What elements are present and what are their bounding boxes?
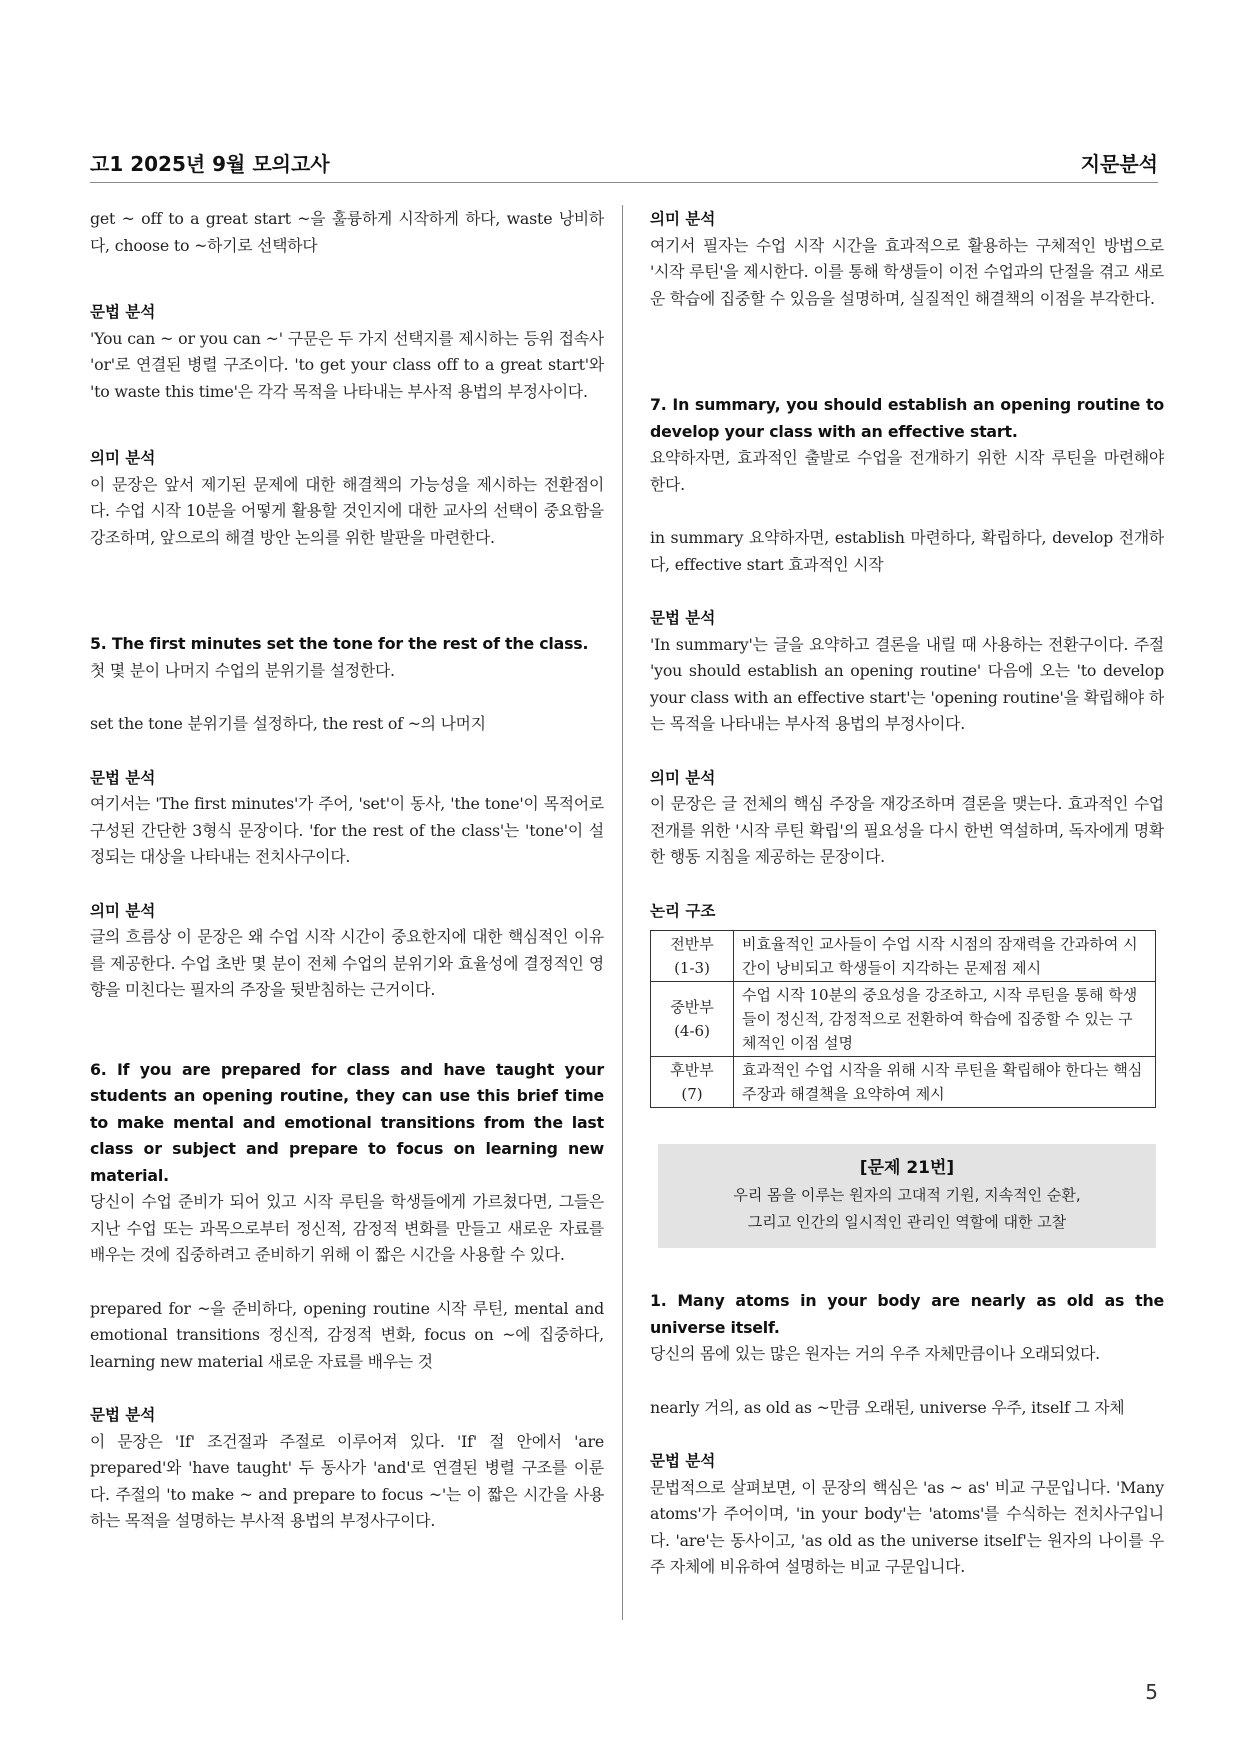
grammar-text: 여기서는 'The first minutes'가 주어, 'set'이 동사, 'the tone'이 목적어로 구성된 간단한 3형식 문장이다. 'for the rest of the class'는 'tone'이 설정되는 대상을 나타내는 전치사구이다.	[90, 794, 604, 866]
grammar-heading: 문법 분석	[650, 609, 716, 627]
header-divider	[90, 182, 1158, 183]
table-row	[651, 1057, 1156, 1108]
sentence-english: 6. If you are prepared for class and have taught your students an opening routine, they can use this brief time to make mental and emotional transitions from the last class or subject and prepare to focus on learning new material.	[90, 1059, 604, 1185]
sentence-korean: 첫 몇 분이 나머지 수업의 분위기를 설정한다.	[90, 660, 395, 680]
question-subtitle: 그리고 인간의 일시적인 관리인 역할에 대한 고찰	[747, 1213, 1067, 1231]
grammar-text: 'You can ~ or you can ~' 구문은 두 가지 선택지를 제시하는 등위 접속사 'or'로 연결된 병렬 구조이다. 'to get your class off to a great start'와 'to waste this time'은 각각 목적을 나타내는 부사적 용법의 부정사이다.	[90, 328, 604, 401]
vocab-text: set the tone 분위기를 설정하다, the rest of ~의 나머지	[90, 714, 486, 733]
meaning-heading: 의미 분석	[90, 449, 156, 467]
sentence-english: 1. Many atoms in your body are nearly as old as the universe itself.	[650, 1291, 1164, 1337]
logic-description: 비효율적인 교사들이 수업 시작 시점의 잠재력을 간과하여 시간이 낭비되고 학생들이 지각하는 문제점 제시	[734, 931, 1156, 982]
sentence-korean: 당신의 몸에 있는 많은 원자는 거의 우주 자체만큼이나 오래되었다.	[650, 1344, 1101, 1363]
column-divider	[622, 205, 623, 1620]
sentence-korean: 당신이 수업 준비가 되어 있고 시작 루틴을 학생들에게 가르쳤다면, 그들은 지난 수업 또는 과목으로부터 정신적, 감정적 변화를 만들고 새로운 자료를 배우는 것에 집중하려고 준비하기 위해 이 짧은 시간을 사용할 수 있다.	[90, 1192, 604, 1264]
meaning-text: 여기서 필자는 수업 시작 시간을 효과적으로 활용하는 구체적인 방법으로 '시작 루틴'을 제시한다. 이를 통해 학생들이 이전 수업과의 단절을 겪고 새로운 학습에 집중할 수 있음을 설명하며, 실질적인 해결책의 이점을 부각한다.	[650, 235, 1164, 308]
section-label: 지문분석	[1080, 152, 1158, 176]
vocab-text: prepared for ~을 준비하다, opening routine 시작 루틴, mental and emotional transitions 정신적, 감정적 변화, focus on ~에 집중하다, learning new material 새로운 자료를 배우는 것	[90, 1298, 604, 1371]
vocab-text: get ~ off to a great start ~을 훌륭하게 시작하게 하다, waste 낭비하다, choose to ~하기로 선택하다	[90, 209, 604, 255]
logic-part: 중반부 (4-6)	[651, 982, 734, 1057]
meaning-heading: 의미 분석	[650, 768, 716, 787]
grammar-text: 문법적으로 살펴보면, 이 문장의 핵심은 'as ~ as' 비교 구문입니다. 'Many atoms'가 주어이며, 'in your body'는 'atoms'를 수식하는 전치사구입니다. 'are'는 동사이고, 'as old as the universe itself'는 원자의 나이를 우주 자체에 비유하여 설명하는 비교 구문입니다.	[650, 1477, 1164, 1576]
meaning-text: 이 문장은 글 전체의 핵심 주장을 재강조하며 결론을 맺는다. 효과적인 수업 전개를 위한 '시작 루틴 확립'의 필요성을 다시 한번 역설하며, 독자에게 명확한 행동 지침을 제공하는 문장이다.	[650, 794, 1164, 866]
vocab-text: nearly 거의, as old as ~만큼 오래된, universe 우주, itself 그 자체	[650, 1397, 1125, 1417]
exam-title: 고1 2025년 9월 모의고사	[90, 152, 330, 176]
meaning-text: 이 문장은 앞서 제기된 문제에 대한 해결책의 가능성을 제시하는 전환점이다. 수업 시작 10분을 어떻게 활용할 것인지에 대한 교사의 선택이 중요함을 강조하며, 앞으로의 해결 방안 논의를 위한 발판을 마련한다.	[90, 474, 604, 547]
logic-description: 수업 시작 10분의 중요성을 강조하고, 시작 루틴을 통해 학생들이 정신적, 감정적으로 전환하여 학습에 집중할 수 있는 구체적인 이점 설명	[734, 982, 1156, 1057]
page-header	[90, 148, 1158, 178]
logic-part: 전반부 (1-3)	[651, 931, 734, 982]
vocab-text: in summary 요약하자면, establish 마련하다, 확립하다, develop 전개하다, effective start 효과적인 시작	[650, 528, 1164, 574]
sentence-english: 7. In summary, you should establish an opening routine to develop your class with an effective start.	[650, 395, 1164, 441]
page-number: 5	[1145, 1680, 1158, 1704]
grammar-text: 'In summary'는 글을 요약하고 결론을 내릴 때 사용하는 전환구이다. 주절 'you should establish an opening routine' 다음에 오는 'to develop your class with an effective start'는 'opening routine'을 확립해야 하는 목적을 나타내는 부사적 용법의 부정사이다.	[650, 634, 1164, 733]
question-box	[658, 1144, 1156, 1248]
grammar-heading: 문법 분석	[90, 303, 156, 321]
grammar-heading: 문법 분석	[90, 1406, 156, 1424]
logic-description: 효과적인 수업 시작을 위해 시작 루틴을 확립해야 한다는 핵심 주장과 해결책을 요약하여 제시	[734, 1057, 1156, 1108]
right-column	[650, 206, 1164, 1581]
table-row	[651, 931, 1156, 982]
question-title: [문제 21번]	[859, 1158, 955, 1178]
logic-part: 후반부 (7)	[651, 1057, 734, 1108]
question-subtitle: 우리 몸을 이루는 원자의 고대적 기원, 지속적인 순환,	[733, 1186, 1081, 1204]
meaning-heading: 의미 분석	[90, 901, 156, 920]
logic-structure-table	[650, 930, 1156, 1108]
grammar-text: 이 문장은 'If' 조건절과 주절로 이루어져 있다. 'If' 절 안에서 'are prepared'와 'have taught' 두 동사가 'and'로 연결된 병렬 구조를 이룬다. 주절의 'to make ~ and prepare to focus ~'는 이 짧은 시간을 사용하는 목적을 설명하는 부사적 용법의 부정사구이다.	[90, 1431, 604, 1530]
sentence-korean: 요약하자면, 효과적인 출발로 수업을 전개하기 위한 시작 루틴을 마련해야 한다.	[650, 448, 1164, 494]
grammar-heading: 문법 분석	[650, 1452, 716, 1470]
grammar-heading: 문법 분석	[90, 768, 156, 787]
sentence-english: 5. The first minutes set the tone for the rest of the class.	[90, 634, 589, 653]
meaning-heading: 의미 분석	[650, 210, 716, 228]
table-row	[651, 982, 1156, 1057]
meaning-text: 글의 흐름상 이 문장은 왜 수업 시작 시간이 중요한지에 대한 핵심적인 이유를 제공한다. 수업 초반 몇 분이 전체 수업의 분위기와 효율성에 결정적인 영향을 미친다는 필자의 주장을 뒷받침하는 근거이다.	[90, 927, 604, 999]
left-column	[90, 206, 604, 1535]
logic-heading: 논리 구조	[650, 901, 716, 920]
